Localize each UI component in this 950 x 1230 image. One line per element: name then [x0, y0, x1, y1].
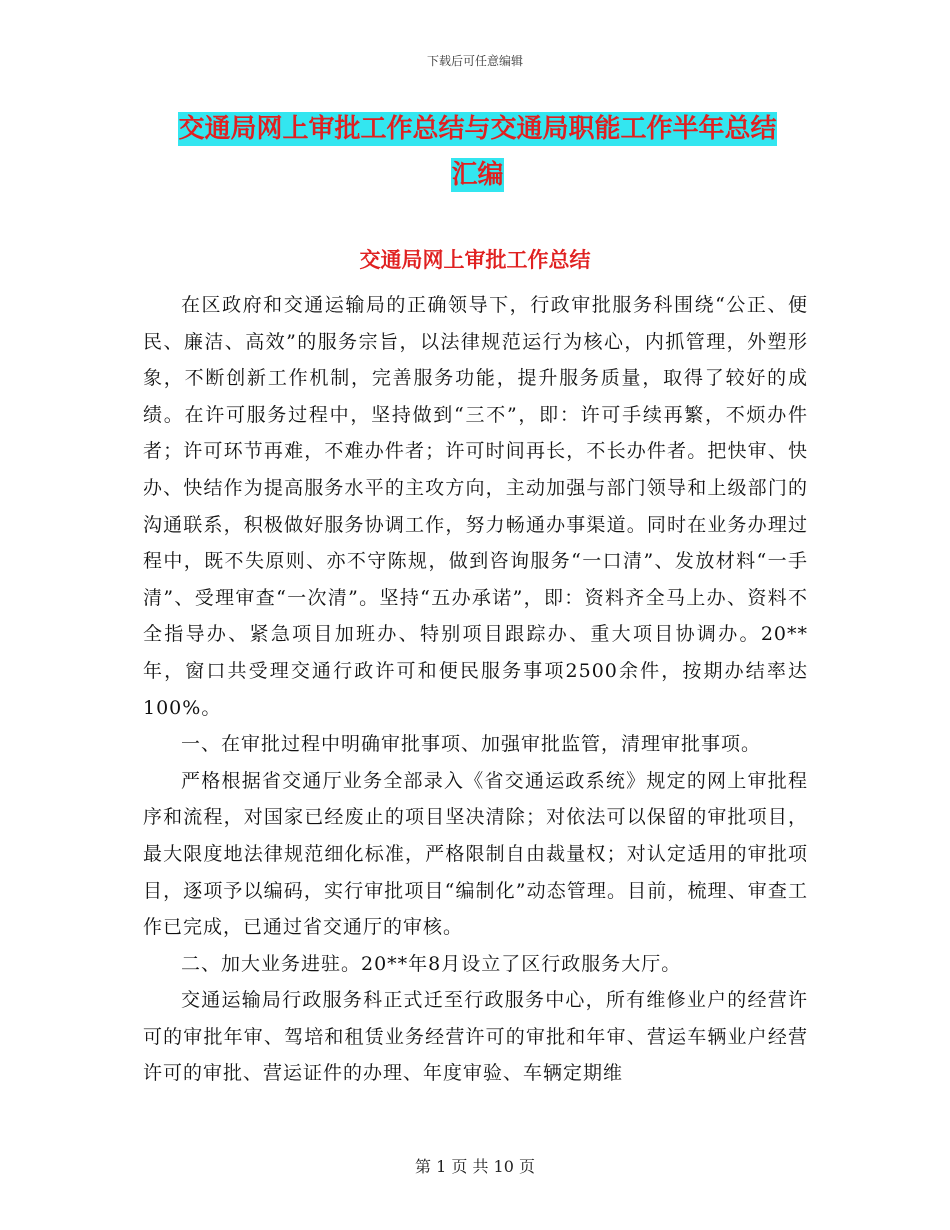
header-note: 下载后可任意编辑 [426, 54, 523, 68]
document-title [145, 106, 810, 198]
paragraph-heading-1: 一、在审批过程中明确审批事项、加强审批监管，清理审批事项。 [181, 733, 762, 756]
section-title: 交通局网上审批工作总结 [359, 247, 591, 272]
paragraph-2: 交通运输局行政服务科正式迁至行政服务中心，所有维修业户的经营许可的审批年审、驾培和租赁业务经营许可的审批和年审、营运车辆业户经营许可的审批、营运证件的办理、年度审验、车辆定期维 [143, 989, 808, 1085]
document-title-line-2: 汇编 [451, 160, 504, 190]
page-footer: 第 1 页 共 10 页 [415, 1157, 535, 1176]
document-title-line-1: 交通局网上审批工作总结与交通局职能工作半年总结 [178, 114, 777, 144]
document-body [143, 287, 808, 1092]
paragraph-1: 严格根据省交通厅业务全部录入《省交通运政系统》规定的网上审批程序和流程，对国家已经废止的项目坚决清除；对依法可以保留的审批项目，最大限度地法律规范细化标准，严格限制自由裁量权；对认定适用的审批项目，逐项予以编码，实行审批项目“编制化”动态管理。目前，梳理、审查工作已完成，已通过省交通厅的审核。 [143, 769, 808, 939]
paragraph-heading-2: 二、加大业务进驻。20**年8月设立了区行政服务大厅。 [181, 952, 682, 975]
paragraph-intro: 在区政府和交通运输局的正确领导下，行政审批服务科围绕“公正、便民、廉洁、高效”的服务宗旨，以法律规范运行为核心，内抓管理，外塑形象，不断创新工作机制，完善服务功能，提升服务质量，取得了较好的成绩。在许可服务过程中，坚持做到“三不”，即：许可手续再繁，不烦办件者；许可环节再难，不难办件者；许可时间再长，不长办件者。把快审、快办、快结作为提高服务水平的主攻方向，主动加强与部门领导和上级部门的沟通联系，积极做好服务协调工作，努力畅通办事渠道。同时在业务办理过程中，既不失原则、亦不守陈规，做到咨询服务“一口清”、发放材料“一手清”、受理审查“一次清”。坚持“五办承诺”，即：资料齐全马上办、资料不全指导办、紧急项目加班办、特别项目跟踪办、重大项目协调办。20**年，窗口共受理交通行政许可和便民服务事项2500余件，按期办结率达100%。 [143, 294, 808, 719]
